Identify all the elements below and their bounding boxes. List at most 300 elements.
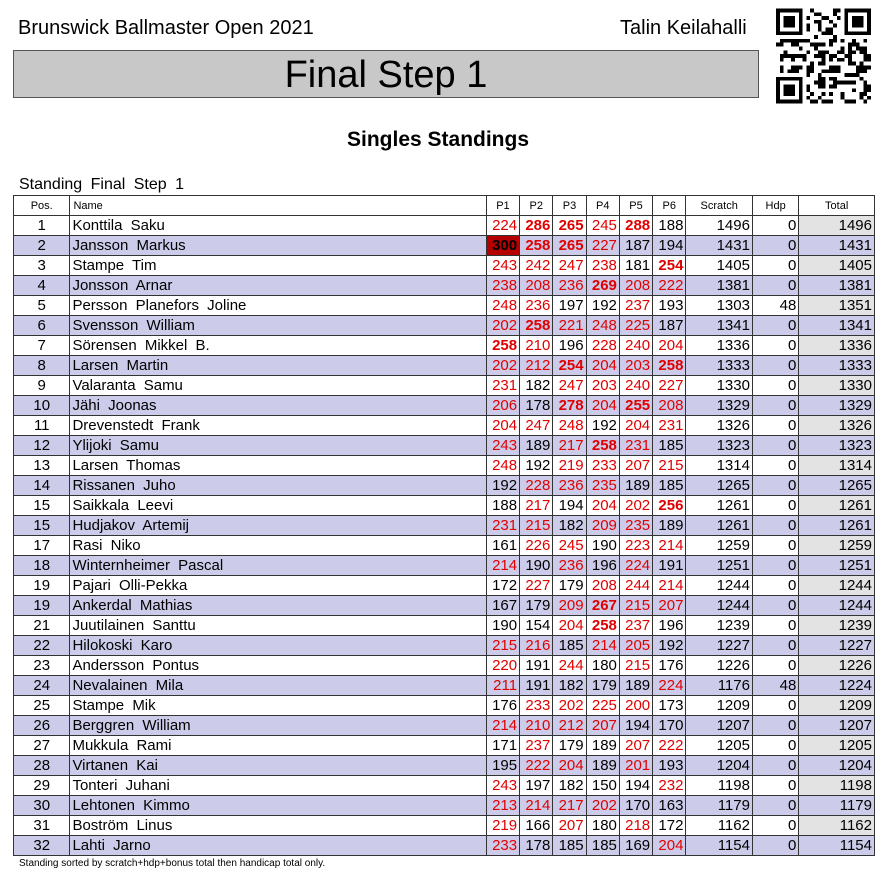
game-score-cell: 248 — [486, 456, 519, 476]
game-score-cell: 208 — [520, 276, 553, 296]
table-row — [14, 596, 875, 616]
total-cell: 1326 — [799, 416, 875, 436]
player-name-cell: Lehtonen Kimmo — [70, 796, 486, 816]
position-cell: 3 — [14, 256, 70, 276]
game-score-cell: 197 — [553, 296, 586, 316]
total-cell: 1381 — [799, 276, 875, 296]
player-name-cell: Ylijoki Samu — [70, 436, 486, 456]
game-score-cell: 222 — [520, 756, 553, 776]
scratch-cell: 1205 — [686, 736, 753, 756]
scratch-cell: 1239 — [686, 616, 753, 636]
total-cell: 1265 — [799, 476, 875, 496]
player-name-cell: Jansson Markus — [70, 236, 486, 256]
scratch-cell: 1265 — [686, 476, 753, 496]
handicap-cell: 0 — [752, 536, 798, 556]
position-cell: 19 — [14, 596, 70, 616]
game-score-cell: 231 — [619, 436, 652, 456]
player-name-cell: Tonteri Juhani — [70, 776, 486, 796]
game-score-cell: 180 — [586, 656, 619, 676]
position-cell: 22 — [14, 636, 70, 656]
scratch-cell: 1333 — [686, 356, 753, 376]
player-name-cell: Winternheimer Pascal — [70, 556, 486, 576]
game-score-cell: 217 — [520, 496, 553, 516]
game-score-cell: 210 — [520, 716, 553, 736]
game-score-cell: 207 — [553, 816, 586, 836]
col-header-p2: P2 — [520, 196, 553, 216]
col-header-hdp: Hdp — [752, 196, 798, 216]
handicap-cell: 48 — [752, 676, 798, 696]
standing-label: Standing Final Step 1 — [19, 176, 184, 193]
game-score-cell: 265 — [553, 216, 586, 236]
game-score-cell: 189 — [619, 676, 652, 696]
game-score-cell: 231 — [653, 416, 686, 436]
venue-name: Talin Keilahalli — [620, 17, 747, 39]
game-score-cell: 243 — [486, 436, 519, 456]
scratch-cell: 1329 — [686, 396, 753, 416]
game-score-cell: 231 — [486, 376, 519, 396]
scratch-cell: 1496 — [686, 216, 753, 236]
player-name-cell: Jonsson Arnar — [70, 276, 486, 296]
game-score-cell: 214 — [486, 716, 519, 736]
game-score-cell: 196 — [653, 616, 686, 636]
game-score-cell: 222 — [653, 736, 686, 756]
scratch-cell: 1381 — [686, 276, 753, 296]
game-score-cell: 189 — [586, 756, 619, 776]
player-name-cell: Rasi Niko — [70, 536, 486, 556]
game-score-cell: 236 — [553, 556, 586, 576]
game-score-cell: 182 — [553, 676, 586, 696]
game-score-cell: 191 — [520, 676, 553, 696]
game-score-cell: 221 — [553, 316, 586, 336]
game-score-cell: 191 — [653, 556, 686, 576]
scratch-cell: 1244 — [686, 576, 753, 596]
game-score-cell: 190 — [486, 616, 519, 636]
total-cell: 1314 — [799, 456, 875, 476]
game-score-cell: 244 — [553, 656, 586, 676]
total-cell: 1244 — [799, 596, 875, 616]
game-score-cell: 217 — [553, 436, 586, 456]
game-score-cell: 228 — [586, 336, 619, 356]
game-score-cell: 208 — [586, 576, 619, 596]
handicap-cell: 0 — [752, 556, 798, 576]
game-score-cell: 179 — [520, 596, 553, 616]
game-score-cell: 182 — [553, 516, 586, 536]
col-header-p5: P5 — [619, 196, 652, 216]
col-header-total: Total — [799, 196, 875, 216]
game-score-cell: 154 — [520, 616, 553, 636]
game-score-cell: 265 — [553, 236, 586, 256]
game-score-cell: 203 — [619, 356, 652, 376]
position-cell: 18 — [14, 556, 70, 576]
game-score-cell: 237 — [619, 296, 652, 316]
game-score-cell: 172 — [653, 816, 686, 836]
game-score-cell: 223 — [619, 536, 652, 556]
position-cell: 19 — [14, 576, 70, 596]
position-cell: 27 — [14, 736, 70, 756]
game-score-cell: 170 — [653, 716, 686, 736]
game-score-cell: 189 — [586, 736, 619, 756]
game-score-cell: 196 — [553, 336, 586, 356]
standings-table — [13, 195, 875, 856]
game-score-cell: 240 — [619, 376, 652, 396]
game-score-cell: 203 — [586, 376, 619, 396]
game-score-cell: 207 — [586, 716, 619, 736]
total-cell: 1244 — [799, 576, 875, 596]
game-score-cell: 185 — [653, 436, 686, 456]
game-score-cell: 224 — [486, 216, 519, 236]
game-score-cell: 214 — [653, 536, 686, 556]
game-score-cell: 200 — [619, 696, 652, 716]
handicap-cell: 0 — [752, 816, 798, 836]
scratch-cell: 1207 — [686, 716, 753, 736]
game-score-cell: 205 — [619, 636, 652, 656]
handicap-cell: 0 — [752, 596, 798, 616]
table-row — [14, 316, 875, 336]
player-name-cell: Larsen Martin — [70, 356, 486, 376]
game-score-cell: 196 — [586, 556, 619, 576]
player-name-cell: Sörensen Mikkel B. — [70, 336, 486, 356]
game-score-cell: 187 — [653, 316, 686, 336]
game-score-cell: 178 — [520, 836, 553, 856]
scratch-cell: 1336 — [686, 336, 753, 356]
position-cell: 29 — [14, 776, 70, 796]
game-score-cell: 204 — [653, 336, 686, 356]
position-cell: 11 — [14, 416, 70, 436]
game-score-cell: 171 — [486, 736, 519, 756]
scratch-cell: 1227 — [686, 636, 753, 656]
scratch-cell: 1405 — [686, 256, 753, 276]
game-score-cell: 216 — [520, 636, 553, 656]
player-name-cell: Hilokoski Karo — [70, 636, 486, 656]
game-score-cell: 207 — [619, 456, 652, 476]
position-cell: 12 — [14, 436, 70, 456]
game-score-cell: 191 — [520, 656, 553, 676]
game-score-cell: 178 — [520, 396, 553, 416]
game-score-cell: 214 — [486, 556, 519, 576]
total-cell: 1154 — [799, 836, 875, 856]
scratch-cell: 1326 — [686, 416, 753, 436]
player-name-cell: Virtanen Kai — [70, 756, 486, 776]
game-score-cell: 192 — [586, 296, 619, 316]
position-cell: 2 — [14, 236, 70, 256]
handicap-cell: 0 — [752, 436, 798, 456]
game-score-cell: 192 — [653, 636, 686, 656]
scratch-cell: 1179 — [686, 796, 753, 816]
table-row — [14, 376, 875, 396]
total-cell: 1330 — [799, 376, 875, 396]
game-score-cell: 181 — [619, 256, 652, 276]
handicap-cell: 0 — [752, 216, 798, 236]
scratch-cell: 1303 — [686, 296, 753, 316]
total-cell: 1431 — [799, 236, 875, 256]
game-score-cell: 176 — [486, 696, 519, 716]
handicap-cell: 0 — [752, 256, 798, 276]
player-name-cell: Nevalainen Mila — [70, 676, 486, 696]
table-row — [14, 536, 875, 556]
player-name-cell: Svensson William — [70, 316, 486, 336]
player-name-cell: Larsen Thomas — [70, 456, 486, 476]
table-row — [14, 396, 875, 416]
position-cell: 9 — [14, 376, 70, 396]
game-score-cell: 245 — [553, 536, 586, 556]
game-score-cell: 300 — [486, 236, 519, 256]
position-cell: 4 — [14, 276, 70, 296]
scratch-cell: 1226 — [686, 656, 753, 676]
game-score-cell: 210 — [520, 336, 553, 356]
game-score-cell: 258 — [586, 436, 619, 456]
game-score-cell: 258 — [520, 316, 553, 336]
game-score-cell: 256 — [653, 496, 686, 516]
total-cell: 1333 — [799, 356, 875, 376]
player-name-cell: Konttila Saku — [70, 216, 486, 236]
total-cell: 1261 — [799, 516, 875, 536]
player-name-cell: Hudjakov Artemij — [70, 516, 486, 536]
position-cell: 24 — [14, 676, 70, 696]
table-row — [14, 616, 875, 636]
game-score-cell: 231 — [486, 516, 519, 536]
handicap-cell: 0 — [752, 716, 798, 736]
game-score-cell: 227 — [586, 236, 619, 256]
position-cell: 28 — [14, 756, 70, 776]
game-score-cell: 204 — [553, 616, 586, 636]
game-score-cell: 225 — [619, 316, 652, 336]
game-score-cell: 189 — [653, 516, 686, 536]
handicap-cell: 0 — [752, 836, 798, 856]
game-score-cell: 238 — [586, 256, 619, 276]
col-header-p1: P1 — [486, 196, 519, 216]
position-cell: 13 — [14, 456, 70, 476]
total-cell: 1405 — [799, 256, 875, 276]
handicap-cell: 0 — [752, 756, 798, 776]
game-score-cell: 258 — [586, 616, 619, 636]
position-cell: 1 — [14, 216, 70, 236]
position-cell: 31 — [14, 816, 70, 836]
game-score-cell: 202 — [619, 496, 652, 516]
position-cell: 21 — [14, 616, 70, 636]
total-cell: 1209 — [799, 696, 875, 716]
game-score-cell: 228 — [520, 476, 553, 496]
player-name-cell: Lahti Jarno — [70, 836, 486, 856]
handicap-cell: 0 — [752, 516, 798, 536]
handicap-cell: 0 — [752, 696, 798, 716]
game-score-cell: 235 — [586, 476, 619, 496]
game-score-cell: 190 — [520, 556, 553, 576]
game-score-cell: 185 — [586, 836, 619, 856]
game-score-cell: 204 — [586, 396, 619, 416]
player-name-cell: Drevenstedt Frank — [70, 416, 486, 436]
game-score-cell: 247 — [520, 416, 553, 436]
handicap-cell: 0 — [752, 416, 798, 436]
total-cell: 1261 — [799, 496, 875, 516]
player-name-cell: Valaranta Samu — [70, 376, 486, 396]
handicap-cell: 0 — [752, 376, 798, 396]
game-score-cell: 180 — [586, 816, 619, 836]
table-row — [14, 776, 875, 796]
table-row — [14, 516, 875, 536]
total-cell: 1329 — [799, 396, 875, 416]
player-name-cell: Juutilainen Santtu — [70, 616, 486, 636]
game-score-cell: 219 — [553, 456, 586, 476]
game-score-cell: 227 — [520, 576, 553, 596]
game-score-cell: 179 — [586, 676, 619, 696]
handicap-cell: 0 — [752, 736, 798, 756]
total-cell: 1207 — [799, 716, 875, 736]
table-row — [14, 756, 875, 776]
game-score-cell: 233 — [520, 696, 553, 716]
game-score-cell: 163 — [653, 796, 686, 816]
game-score-cell: 166 — [520, 816, 553, 836]
game-score-cell: 244 — [619, 576, 652, 596]
game-score-cell: 182 — [553, 776, 586, 796]
position-cell: 25 — [14, 696, 70, 716]
scratch-cell: 1323 — [686, 436, 753, 456]
position-cell: 15 — [14, 516, 70, 536]
game-score-cell: 194 — [653, 236, 686, 256]
game-score-cell: 176 — [653, 656, 686, 676]
game-score-cell: 258 — [520, 236, 553, 256]
player-name-cell: Ankerdal Mathias — [70, 596, 486, 616]
game-score-cell: 170 — [619, 796, 652, 816]
game-score-cell: 236 — [553, 476, 586, 496]
game-score-cell: 202 — [486, 316, 519, 336]
col-header-p4: P4 — [586, 196, 619, 216]
game-score-cell: 172 — [486, 576, 519, 596]
total-cell: 1224 — [799, 676, 875, 696]
game-score-cell: 189 — [619, 476, 652, 496]
total-cell: 1351 — [799, 296, 875, 316]
game-score-cell: 247 — [553, 376, 586, 396]
game-score-cell: 207 — [653, 596, 686, 616]
scratch-cell: 1244 — [686, 596, 753, 616]
game-score-cell: 204 — [553, 756, 586, 776]
scratch-cell: 1314 — [686, 456, 753, 476]
table-row — [14, 796, 875, 816]
game-score-cell: 254 — [553, 356, 586, 376]
game-score-cell: 207 — [619, 736, 652, 756]
table-row — [14, 336, 875, 356]
table-row — [14, 576, 875, 596]
table-row — [14, 296, 875, 316]
scratch-cell: 1261 — [686, 516, 753, 536]
game-score-cell: 179 — [553, 576, 586, 596]
game-score-cell: 185 — [553, 836, 586, 856]
table-row — [14, 436, 875, 456]
game-score-cell: 161 — [486, 536, 519, 556]
game-score-cell: 206 — [486, 396, 519, 416]
game-score-cell: 278 — [553, 396, 586, 416]
player-name-cell: Mukkula Rami — [70, 736, 486, 756]
handicap-cell: 0 — [752, 616, 798, 636]
handicap-cell: 0 — [752, 636, 798, 656]
scratch-cell: 1198 — [686, 776, 753, 796]
table-row — [14, 476, 875, 496]
game-score-cell: 224 — [619, 556, 652, 576]
position-cell: 23 — [14, 656, 70, 676]
game-score-cell: 195 — [486, 756, 519, 776]
handicap-cell: 0 — [752, 236, 798, 256]
player-name-cell: Saikkala Leevi — [70, 496, 486, 516]
game-score-cell: 202 — [486, 356, 519, 376]
game-score-cell: 213 — [486, 796, 519, 816]
game-score-cell: 204 — [586, 356, 619, 376]
game-score-cell: 247 — [553, 256, 586, 276]
game-score-cell: 215 — [520, 516, 553, 536]
position-cell: 8 — [14, 356, 70, 376]
position-cell: 14 — [14, 476, 70, 496]
game-score-cell: 193 — [653, 756, 686, 776]
game-score-cell: 214 — [653, 576, 686, 596]
game-score-cell: 209 — [586, 516, 619, 536]
position-cell: 17 — [14, 536, 70, 556]
position-cell: 7 — [14, 336, 70, 356]
game-score-cell: 201 — [619, 756, 652, 776]
game-score-cell: 212 — [520, 356, 553, 376]
game-score-cell: 189 — [520, 436, 553, 456]
position-cell: 15 — [14, 496, 70, 516]
handicap-cell: 48 — [752, 296, 798, 316]
table-header-row — [14, 196, 875, 216]
table-row — [14, 416, 875, 436]
total-cell: 1496 — [799, 216, 875, 236]
total-cell: 1179 — [799, 796, 875, 816]
total-cell: 1162 — [799, 816, 875, 836]
game-score-cell: 214 — [586, 636, 619, 656]
game-score-cell: 219 — [486, 816, 519, 836]
game-score-cell: 179 — [553, 736, 586, 756]
game-score-cell: 220 — [486, 656, 519, 676]
table-row — [14, 236, 875, 256]
game-score-cell: 286 — [520, 216, 553, 236]
player-name-cell: Andersson Pontus — [70, 656, 486, 676]
table-row — [14, 276, 875, 296]
handicap-cell: 0 — [752, 776, 798, 796]
position-cell: 5 — [14, 296, 70, 316]
game-score-cell: 202 — [586, 796, 619, 816]
position-cell: 6 — [14, 316, 70, 336]
game-score-cell: 227 — [653, 376, 686, 396]
game-score-cell: 173 — [653, 696, 686, 716]
game-score-cell: 192 — [586, 416, 619, 436]
table-row — [14, 716, 875, 736]
game-score-cell: 237 — [619, 616, 652, 636]
handicap-cell: 0 — [752, 336, 798, 356]
game-score-cell: 185 — [653, 476, 686, 496]
scratch-cell: 1162 — [686, 816, 753, 836]
scratch-cell: 1330 — [686, 376, 753, 396]
game-score-cell: 194 — [553, 496, 586, 516]
game-score-cell: 245 — [586, 216, 619, 236]
handicap-cell: 0 — [752, 576, 798, 596]
scratch-cell: 1261 — [686, 496, 753, 516]
total-cell: 1336 — [799, 336, 875, 356]
game-score-cell: 204 — [653, 836, 686, 856]
game-score-cell: 194 — [619, 716, 652, 736]
table-row — [14, 256, 875, 276]
total-cell: 1227 — [799, 636, 875, 656]
total-cell: 1198 — [799, 776, 875, 796]
game-score-cell: 267 — [586, 596, 619, 616]
game-score-cell: 188 — [653, 216, 686, 236]
total-cell: 1239 — [799, 616, 875, 636]
total-cell: 1205 — [799, 736, 875, 756]
col-header-p3: P3 — [553, 196, 586, 216]
handicap-cell: 0 — [752, 496, 798, 516]
player-name-cell: Jähi Joonas — [70, 396, 486, 416]
player-name-cell: Boström Linus — [70, 816, 486, 836]
table-row — [14, 456, 875, 476]
game-score-cell: 197 — [520, 776, 553, 796]
game-score-cell: 217 — [553, 796, 586, 816]
